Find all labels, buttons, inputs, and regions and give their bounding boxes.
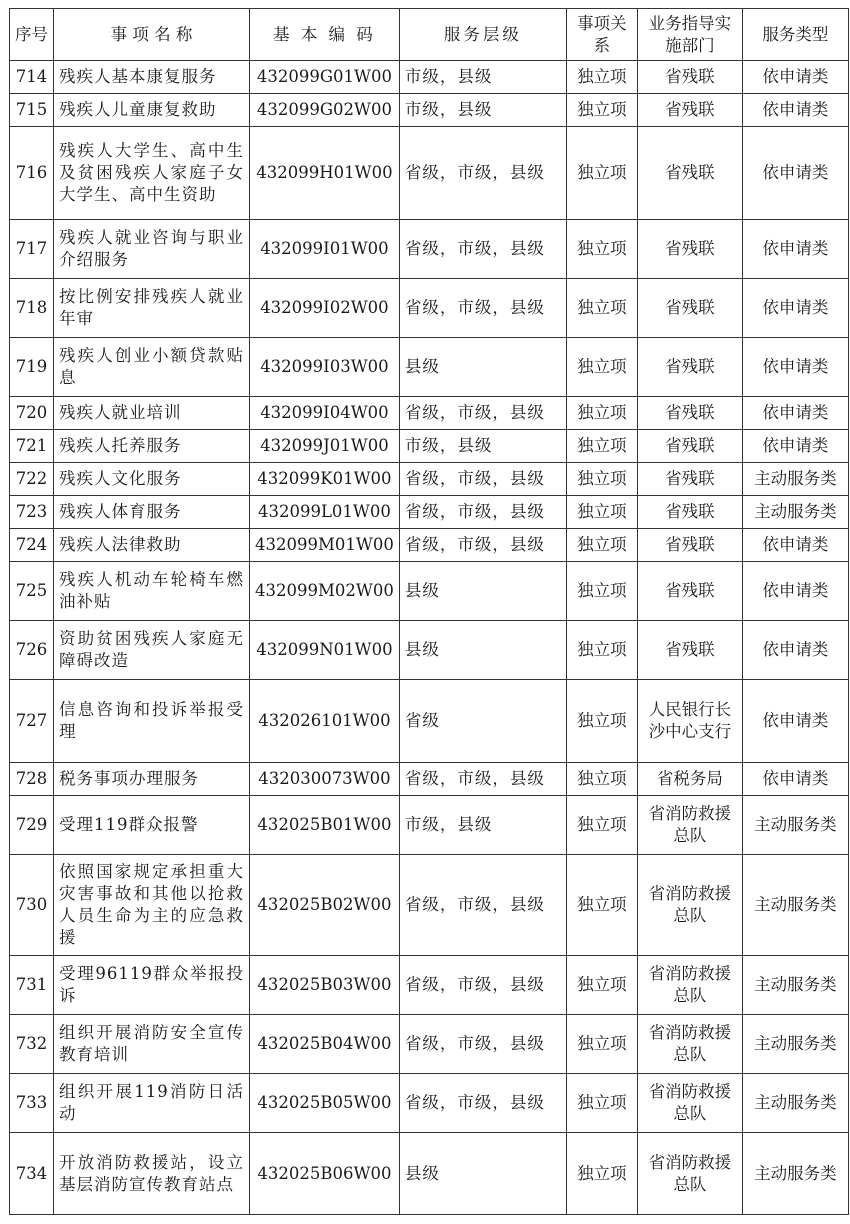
table-row: [10, 1015, 849, 1074]
basic-code-cell: 432025B03W00: [250, 956, 400, 1015]
service-type-cell: 主动服务类: [742, 463, 848, 496]
row-number-cell: 716: [10, 127, 54, 220]
basic-code-cell: 432099I04W00: [250, 397, 400, 430]
item-name-cell: 残疾人法律救助: [54, 529, 250, 562]
service-type-cell: 主动服务类: [742, 1133, 848, 1215]
service-type-cell: 依申请类: [742, 529, 848, 562]
item-relation-cell: 独立项: [566, 621, 637, 680]
table-row: [10, 220, 849, 279]
service-type-cell: 依申请类: [742, 680, 848, 763]
item-name-cell: 依照国家规定承担重大灾害事故和其他以抢救人员生命为主的应急救援: [54, 855, 250, 956]
guiding-department-cell: 省消防救援总队: [637, 1133, 742, 1215]
service-level-cell: 市级，县级: [399, 796, 566, 855]
table-row: [10, 796, 849, 855]
service-level-cell: 省级，市级，县级: [399, 397, 566, 430]
table-row: [10, 763, 849, 796]
table-row: [10, 1133, 849, 1215]
service-level-cell: 县级: [399, 1133, 566, 1215]
basic-code-cell: 432099G02W00: [250, 94, 400, 127]
item-relation-cell: 独立项: [566, 61, 637, 94]
service-type-cell: 依申请类: [742, 621, 848, 680]
table-row: [10, 463, 849, 496]
row-number-cell: 731: [10, 956, 54, 1015]
service-level-cell: 省级，市级，县级: [399, 956, 566, 1015]
guiding-department-cell: 省消防救援总队: [637, 855, 742, 956]
table-row: [10, 621, 849, 680]
guiding-department-cell: 省残联: [637, 529, 742, 562]
guiding-department-cell: 省消防救援总队: [637, 956, 742, 1015]
service-level-cell: 省级，市级，县级: [399, 529, 566, 562]
basic-code-cell: 432030073W00: [250, 763, 400, 796]
item-relation-cell: 独立项: [566, 956, 637, 1015]
item-name-cell: 开放消防救援站，设立基层消防宣传教育站点: [54, 1133, 250, 1215]
table-row: [10, 855, 849, 956]
header-code: 基 本 编 码: [250, 9, 400, 61]
row-number-cell: 732: [10, 1015, 54, 1074]
table-row: [10, 430, 849, 463]
item-name-cell: 残疾人大学生、高中生及贫困残疾人家庭子女大学生、高中生资助: [54, 127, 250, 220]
service-level-cell: 省级，市级，县级: [399, 763, 566, 796]
item-name-cell: 残疾人体育服务: [54, 496, 250, 529]
service-type-cell: 依申请类: [742, 61, 848, 94]
item-relation-cell: 独立项: [566, 279, 637, 338]
service-level-cell: 县级: [399, 621, 566, 680]
item-relation-cell: 独立项: [566, 94, 637, 127]
basic-code-cell: 432026101W00: [250, 680, 400, 763]
item-relation-cell: 独立项: [566, 463, 637, 496]
guiding-department-cell: 省残联: [637, 61, 742, 94]
guiding-department-cell: 人民银行长沙中心支行: [637, 680, 742, 763]
service-type-cell: 主动服务类: [742, 1074, 848, 1133]
guiding-department-cell: 省残联: [637, 463, 742, 496]
row-number-cell: 728: [10, 763, 54, 796]
row-number-cell: 723: [10, 496, 54, 529]
row-number-cell: 726: [10, 621, 54, 680]
header-dept: 业务指导实施部门: [637, 9, 742, 61]
basic-code-cell: 432025B02W00: [250, 855, 400, 956]
basic-code-cell: 432025B06W00: [250, 1133, 400, 1215]
service-type-cell: 依申请类: [742, 94, 848, 127]
service-type-cell: 依申请类: [742, 220, 848, 279]
guiding-department-cell: 省消防救援总队: [637, 1074, 742, 1133]
service-level-cell: 省级，市级，县级: [399, 279, 566, 338]
guiding-department-cell: 省税务局: [637, 763, 742, 796]
service-level-cell: 省级，市级，县级: [399, 463, 566, 496]
row-number-cell: 714: [10, 61, 54, 94]
service-level-cell: 县级: [399, 338, 566, 397]
guiding-department-cell: 省消防救援总队: [637, 796, 742, 855]
item-name-cell: 残疾人儿童康复救助: [54, 94, 250, 127]
item-name-cell: 组织开展消防安全宣传教育培训: [54, 1015, 250, 1074]
guiding-department-cell: 省残联: [637, 496, 742, 529]
row-number-cell: 717: [10, 220, 54, 279]
basic-code-cell: 432025B05W00: [250, 1074, 400, 1133]
row-number-cell: 715: [10, 94, 54, 127]
table-row: [10, 496, 849, 529]
service-level-cell: 省级，市级，县级: [399, 496, 566, 529]
basic-code-cell: 432099M01W00: [250, 529, 400, 562]
basic-code-cell: 432099I01W00: [250, 220, 400, 279]
table-row: [10, 94, 849, 127]
row-number-cell: 719: [10, 338, 54, 397]
item-name-cell: 残疾人就业咨询与职业介绍服务: [54, 220, 250, 279]
guiding-department-cell: 省残联: [637, 621, 742, 680]
service-level-cell: 省级，市级，县级: [399, 1015, 566, 1074]
table-row: [10, 680, 849, 763]
basic-code-cell: 432099M02W00: [250, 562, 400, 621]
item-relation-cell: 独立项: [566, 397, 637, 430]
table-body: [10, 61, 849, 1215]
row-number-cell: 721: [10, 430, 54, 463]
table-row: [10, 562, 849, 621]
basic-code-cell: 432099J01W00: [250, 430, 400, 463]
service-type-cell: 依申请类: [742, 338, 848, 397]
table-row: [10, 529, 849, 562]
service-level-cell: 市级，县级: [399, 430, 566, 463]
service-type-cell: 依申请类: [742, 397, 848, 430]
guiding-department-cell: 省残联: [637, 127, 742, 220]
item-relation-cell: 独立项: [566, 127, 637, 220]
header-name: 事 项 名 称: [54, 9, 250, 61]
item-relation-cell: 独立项: [566, 1015, 637, 1074]
guiding-department-cell: 省残联: [637, 562, 742, 621]
guiding-department-cell: 省残联: [637, 430, 742, 463]
service-type-cell: 主动服务类: [742, 1015, 848, 1074]
basic-code-cell: 432025B04W00: [250, 1015, 400, 1074]
row-number-cell: 734: [10, 1133, 54, 1215]
service-type-cell: 依申请类: [742, 127, 848, 220]
table-row: [10, 956, 849, 1015]
service-type-cell: 主动服务类: [742, 796, 848, 855]
item-name-cell: 残疾人就业培训: [54, 397, 250, 430]
table-row: [10, 127, 849, 220]
item-relation-cell: 独立项: [566, 1133, 637, 1215]
service-type-cell: 依申请类: [742, 279, 848, 338]
service-level-cell: 省级，市级，县级: [399, 220, 566, 279]
table-row: [10, 279, 849, 338]
row-number-cell: 727: [10, 680, 54, 763]
item-name-cell: 信息咨询和投诉举报受理: [54, 680, 250, 763]
item-name-cell: 残疾人基本康复服务: [54, 61, 250, 94]
page: [9, 8, 849, 1215]
item-relation-cell: 独立项: [566, 562, 637, 621]
basic-code-cell: 432099K01W00: [250, 463, 400, 496]
item-name-cell: 受理119群众报警: [54, 796, 250, 855]
table-row: [10, 397, 849, 430]
row-number-cell: 724: [10, 529, 54, 562]
item-relation-cell: 独立项: [566, 220, 637, 279]
guiding-department-cell: 省残联: [637, 338, 742, 397]
service-type-cell: 依申请类: [742, 763, 848, 796]
table-row: [10, 61, 849, 94]
item-name-cell: 残疾人文化服务: [54, 463, 250, 496]
item-name-cell: 按比例安排残疾人就业年审: [54, 279, 250, 338]
guiding-department-cell: 省残联: [637, 220, 742, 279]
item-relation-cell: 独立项: [566, 430, 637, 463]
service-level-cell: 省级: [399, 680, 566, 763]
item-name-cell: 组织开展119消防日活动: [54, 1074, 250, 1133]
service-level-cell: 省级，市级，县级: [399, 127, 566, 220]
item-relation-cell: 独立项: [566, 496, 637, 529]
table-row: [10, 338, 849, 397]
guiding-department-cell: 省残联: [637, 279, 742, 338]
item-relation-cell: 独立项: [566, 855, 637, 956]
basic-code-cell: 432025B01W00: [250, 796, 400, 855]
basic-code-cell: 432099H01W00: [250, 127, 400, 220]
item-name-cell: 资助贫困残疾人家庭无障碍改造: [54, 621, 250, 680]
service-type-cell: 依申请类: [742, 562, 848, 621]
item-name-cell: 残疾人机动车轮椅车燃油补贴: [54, 562, 250, 621]
guiding-department-cell: 省消防救援总队: [637, 1015, 742, 1074]
basic-code-cell: 432099I02W00: [250, 279, 400, 338]
item-relation-cell: 独立项: [566, 1074, 637, 1133]
item-relation-cell: 独立项: [566, 763, 637, 796]
item-relation-cell: 独立项: [566, 796, 637, 855]
item-relation-cell: 独立项: [566, 680, 637, 763]
service-type-cell: 主动服务类: [742, 496, 848, 529]
guiding-department-cell: 省残联: [637, 397, 742, 430]
guiding-department-cell: 省残联: [637, 94, 742, 127]
header-no: 序号: [10, 9, 54, 61]
basic-code-cell: 432099L01W00: [250, 496, 400, 529]
header-row: [10, 9, 849, 61]
row-number-cell: 718: [10, 279, 54, 338]
item-name-cell: 残疾人创业小额贷款贴息: [54, 338, 250, 397]
row-number-cell: 722: [10, 463, 54, 496]
service-level-cell: 市级，县级: [399, 94, 566, 127]
service-table: [9, 8, 849, 1215]
header-type: 服务类型: [742, 9, 848, 61]
item-name-cell: 受理96119群众举报投诉: [54, 956, 250, 1015]
header-level: 服务层级: [399, 9, 566, 61]
row-number-cell: 725: [10, 562, 54, 621]
item-relation-cell: 独立项: [566, 338, 637, 397]
service-type-cell: 主动服务类: [742, 855, 848, 956]
service-type-cell: 主动服务类: [742, 956, 848, 1015]
service-type-cell: 依申请类: [742, 430, 848, 463]
basic-code-cell: 432099G01W00: [250, 61, 400, 94]
row-number-cell: 729: [10, 796, 54, 855]
row-number-cell: 733: [10, 1074, 54, 1133]
item-name-cell: 残疾人托养服务: [54, 430, 250, 463]
basic-code-cell: 432099N01W00: [250, 621, 400, 680]
header-relation: 事项关系: [566, 9, 637, 61]
table-row: [10, 1074, 849, 1133]
row-number-cell: 730: [10, 855, 54, 956]
basic-code-cell: 432099I03W00: [250, 338, 400, 397]
service-level-cell: 省级，市级，县级: [399, 1074, 566, 1133]
service-level-cell: 市级，县级: [399, 61, 566, 94]
item-relation-cell: 独立项: [566, 529, 637, 562]
row-number-cell: 720: [10, 397, 54, 430]
service-level-cell: 省级，市级，县级: [399, 855, 566, 956]
service-level-cell: 县级: [399, 562, 566, 621]
item-name-cell: 税务事项办理服务: [54, 763, 250, 796]
